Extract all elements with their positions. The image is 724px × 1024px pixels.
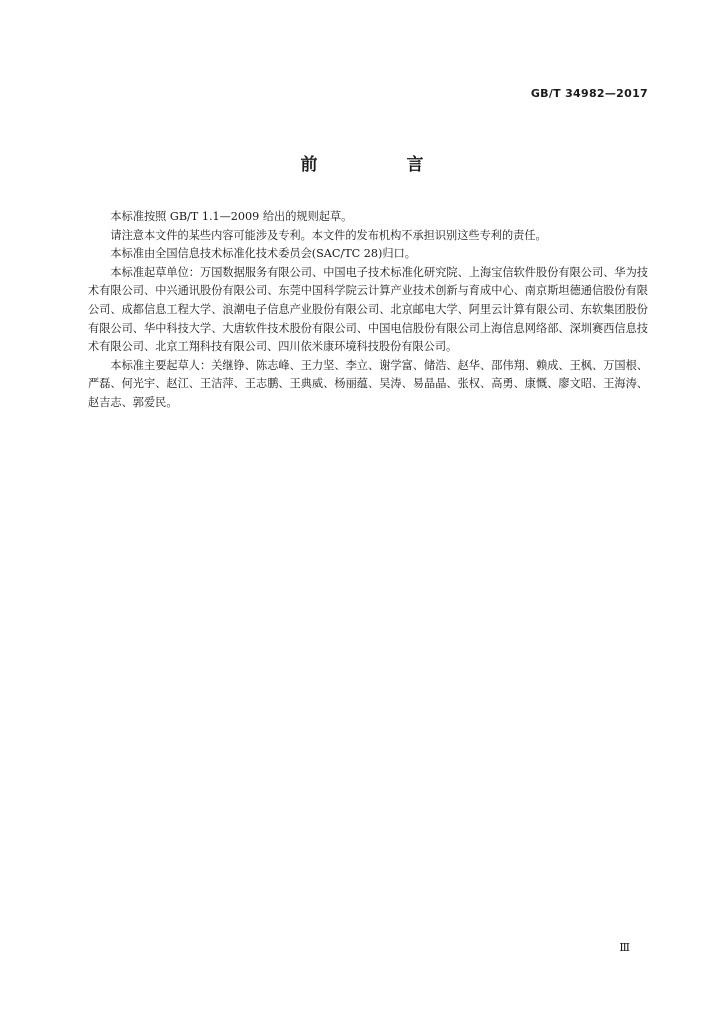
paragraph-drafting-organizations: 本标准起草单位：万国数据服务有限公司、中国电子技术标准化研究院、上海宝信软件股份有限公司、华为技术有限公司、中兴通讯股份有限公司、东莞中国科学院云计算产业技术创新与育成中心、南京斯坦德通信股份有限公司、成都信息工程大学、浪潮电子信息产业股份有限公司、北京邮电大学、阿里云计算有限公司、东软集团股份有限公司、华中科技大学、大唐软件技术股份有限公司、中国电信股份有限公司上海信息网络部、深圳赛西信息技术有限公司、北京工翔科技有限公司、四川依米康环境科技股份有限公司。 [88,265,648,354]
page-title: 前 言 [300,155,460,175]
standard-number: GB/T 34982—2017 [530,87,648,100]
paragraph-drafters: 本标准主要起草人：关继铮、陈志峰、王力坚、李立、谢学富、储浩、赵华、邵伟翔、赖成、王枫、万国根、严磊、何光宇、赵江、王洁萍、王志鹏、王典威、杨丽蕴、吴涛、易晶晶、张权、高勇、康慨、廖文昭、王海涛、赵吉志、郭爱民。 [88,358,648,409]
page-number: Ⅲ [619,941,630,954]
paragraph-patent-notice: 请注意本文件的某些内容可能涉及专利。本文件的发布机构不承担识别这些专利的责任。 [110,228,547,242]
document-body [88,208,648,413]
paragraph-technical-committee: 本标准由全国信息技术标准化技术委员会(SAC/TC 28)归口。 [110,247,416,261]
paragraph-drafting-rules: 本标准按照 GB/T 1.1—2009 给出的规则起草。 [110,210,353,223]
